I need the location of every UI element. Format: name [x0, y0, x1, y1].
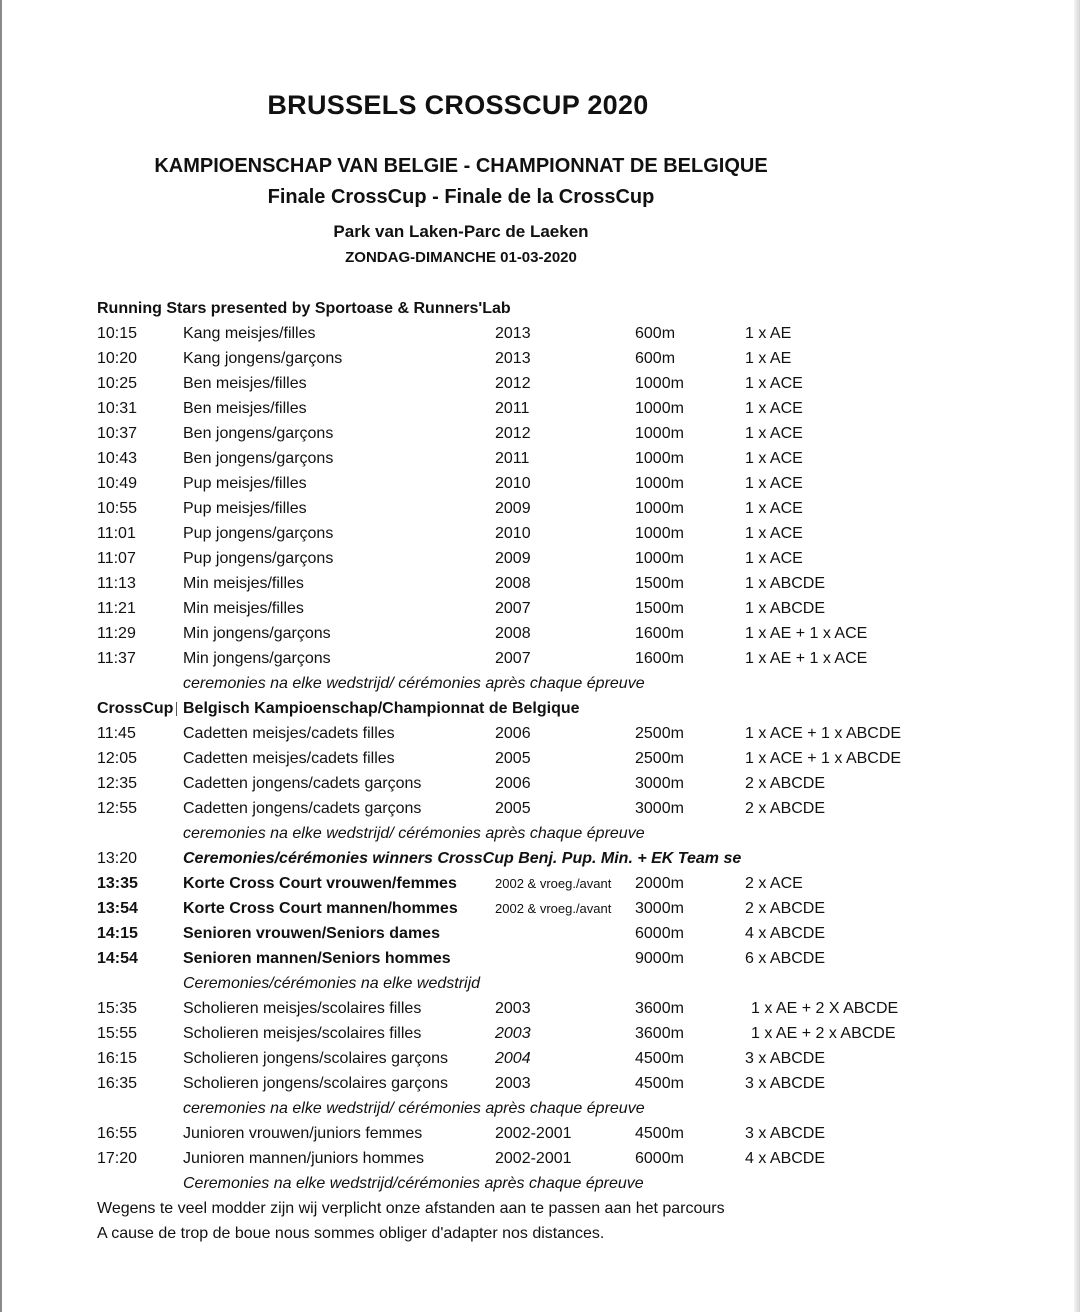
race-time: 16:35: [97, 1075, 138, 1092]
race-category: Ben jongens/garçons: [183, 425, 334, 442]
schedule-row: [0, 1146, 1080, 1171]
birth-year: 2008: [495, 625, 531, 642]
race-category: Min meisjes/filles: [183, 600, 304, 617]
schedule-row: [0, 621, 1080, 646]
schedule-row: [0, 546, 1080, 571]
race-category: Kang jongens/garçons: [183, 350, 343, 367]
race-category: Kang meisjes/filles: [183, 325, 316, 342]
birth-year: 2006: [495, 775, 531, 792]
championship-subtitle: KAMPIOENSCHAP VAN BELGIE - CHAMPIONNAT DE BELGIQUE: [154, 155, 768, 177]
birth-year: 2011: [495, 400, 530, 417]
birth-year: 2009: [495, 550, 531, 567]
schedule-row: [0, 471, 1080, 496]
schedule-row: [0, 746, 1080, 771]
birth-year: 2013: [495, 325, 531, 342]
race-series: 1 x ACE: [745, 400, 803, 417]
race-series: 2 x ABCDE: [745, 800, 826, 817]
race-series: 4 x ABCDE: [745, 925, 826, 942]
race-time: 10:25: [97, 375, 138, 392]
schedule-row: [0, 596, 1080, 621]
schedule-row: [0, 346, 1080, 371]
birth-year: 2008: [495, 575, 531, 592]
race-distance: 1000m: [635, 550, 684, 567]
race-series: 1 x ACE: [745, 425, 803, 442]
race-series: 4 x ABCDE: [745, 1150, 826, 1167]
schedule-row: [0, 1121, 1080, 1146]
birth-year: 2005: [495, 750, 531, 767]
birth-year: 2002-2001: [495, 1150, 572, 1167]
ceremony-note: ceremonies na elke wedstrijd/ cérémonies après chaque épreuve: [183, 675, 645, 692]
race-series: 1 x ACE: [745, 525, 803, 542]
race-distance: 1000m: [635, 400, 684, 417]
schedule-row: [0, 1046, 1080, 1071]
race-distance: 3000m: [635, 775, 684, 792]
ceremony-note: Ceremonies na elke wedstrijd/cérémonies après chaque épreuve: [183, 1175, 644, 1192]
ceremony-row: [0, 1096, 1080, 1121]
race-category: Cadetten jongens/cadets garçons: [183, 775, 422, 792]
section1-rows: [0, 321, 1080, 671]
schedule-row: [0, 721, 1080, 746]
race-series: 2 x ABCDE: [745, 775, 826, 792]
race-time: 12:05: [97, 750, 138, 767]
race-time: 10:37: [97, 425, 138, 442]
ceremony-row: [0, 821, 1080, 846]
section-heading: [0, 296, 1080, 321]
schedule-row: [0, 371, 1080, 396]
race-distance: 2000m: [635, 875, 684, 892]
ceremony-note: ceremonies na elke wedstrijd/ cérémonies après chaque épreuve: [183, 1100, 645, 1117]
schedule-row: [0, 946, 1080, 971]
race-series: 1 x AE + 1 x ACE: [745, 650, 868, 667]
race-category: Min jongens/garçons: [183, 625, 331, 642]
race-time: 11:13: [97, 575, 136, 592]
race-category: Cadetten meisjes/cadets filles: [183, 725, 395, 742]
race-distance: 600m: [635, 325, 676, 342]
birth-year: 2007: [495, 650, 531, 667]
race-time: 11:07: [97, 550, 136, 567]
race-distance: 1600m: [635, 625, 684, 642]
note-row: [0, 1221, 1080, 1246]
race-time: 16:55: [97, 1125, 138, 1142]
race-series: 1 x ACE: [745, 475, 803, 492]
schedule-row: [0, 1071, 1080, 1096]
race-distance: 1000m: [635, 425, 684, 442]
race-series: 1 x AE + 2 x ABCDE: [751, 1025, 896, 1042]
race-distance: 1000m: [635, 500, 684, 517]
race-series: 3 x ABCDE: [745, 1075, 826, 1092]
race-series: 3 x ABCDE: [745, 1050, 826, 1067]
race-category: Pup jongens/garçons: [183, 550, 334, 567]
race-distance: 1500m: [635, 575, 684, 592]
race-time: 15:55: [97, 1025, 138, 1042]
schedule-row: [0, 396, 1080, 421]
race-series: 1 x ACE + 1 x ABCDE: [745, 725, 902, 742]
race-series: 1 x ABCDE: [745, 600, 826, 617]
event-date: ZONDAG-DIMANCHE 01-03-2020: [345, 249, 577, 266]
race-series: 2 x ABCDE: [745, 900, 826, 917]
race-category: Scholieren meisjes/scolaires filles: [183, 1000, 422, 1017]
race-category: Senioren mannen/Seniors hommes: [183, 950, 451, 967]
schedule-row: [0, 571, 1080, 596]
race-category: Scholieren meisjes/scolaires filles: [183, 1025, 422, 1042]
race-time: 10:49: [97, 475, 138, 492]
race-category: Pup jongens/garçons: [183, 525, 334, 542]
race-series: 1 x AE: [745, 325, 792, 342]
race-time: 17:20: [97, 1150, 138, 1167]
schedule-row: [0, 996, 1080, 1021]
schedule-row: [0, 921, 1080, 946]
race-series: 6 x ABCDE: [745, 950, 826, 967]
schedule-row: [0, 871, 1080, 896]
race-time: 15:35: [97, 1000, 138, 1017]
birth-year: 2012: [495, 375, 531, 392]
race-distance: 1000m: [635, 475, 684, 492]
race-category: Korte Cross Court vrouwen/femmes: [183, 875, 457, 892]
winners-ceremony: Ceremonies/cérémonies winners CrossCup Benj. Pup. Min. + EK Team se: [183, 850, 742, 867]
race-series: 1 x ABCDE: [745, 575, 826, 592]
race-time: 10:31: [97, 400, 138, 417]
note-row: [0, 1196, 1080, 1221]
race-category: Cadetten jongens/cadets garçons: [183, 800, 422, 817]
birth-year: 2002-2001: [495, 1125, 572, 1142]
page-title: BRUSSELS CROSSCUP 2020: [267, 90, 649, 120]
race-distance: 1000m: [635, 450, 684, 467]
schedule: [0, 296, 1080, 1246]
race-distance: 6000m: [635, 1150, 684, 1167]
race-distance: 2500m: [635, 750, 684, 767]
race-distance: 1500m: [635, 600, 684, 617]
birth-year: 2002 & vroeg./avant: [495, 876, 612, 891]
race-time: 11:01: [97, 525, 136, 542]
race-category: Senioren vrouwen/Seniors dames: [183, 925, 440, 942]
race-category: Junioren vrouwen/juniors femmes: [183, 1125, 423, 1142]
race-series: 1 x ACE: [745, 500, 803, 517]
race-distance: 1000m: [635, 525, 684, 542]
race-time: 13:35: [97, 875, 138, 892]
race-time: 10:15: [97, 325, 138, 342]
race-time: 12:35: [97, 775, 138, 792]
race-category: Pup meisjes/filles: [183, 475, 307, 492]
birth-year: 2004: [495, 1050, 531, 1067]
race-time: 12:55: [97, 800, 138, 817]
schedule-row: [0, 496, 1080, 521]
race-distance: 3600m: [635, 1000, 684, 1017]
race-distance: 1000m: [635, 375, 684, 392]
birth-year: 2003: [495, 1000, 531, 1017]
final-subtitle: Finale CrossCup - Finale de la CrossCup: [267, 186, 655, 208]
race-category: Cadetten meisjes/cadets filles: [183, 750, 395, 767]
race-series: 1 x ACE: [745, 375, 803, 392]
birth-year: 2003: [495, 1025, 531, 1042]
birth-year: 2007: [495, 600, 531, 617]
schedule-row: [0, 421, 1080, 446]
mud-note-french: A cause de trop de boue nous sommes obliger d'adapter nos distances.: [97, 1225, 605, 1242]
race-category: Min meisjes/filles: [183, 575, 304, 592]
schedule-row: [0, 521, 1080, 546]
race-category: Pup meisjes/filles: [183, 500, 307, 517]
championship-heading: Belgisch Kampioenschap/Championnat de Belgique: [183, 700, 580, 717]
birth-year: 2010: [495, 475, 531, 492]
race-distance: 600m: [635, 350, 676, 367]
race-time: 11:21: [97, 600, 136, 617]
ceremony-row: [0, 971, 1080, 996]
race-category: Ben jongens/garçons: [183, 450, 334, 467]
schedule-row: [0, 771, 1080, 796]
birth-year: 2012: [495, 425, 531, 442]
birth-year: 2003: [495, 1075, 531, 1092]
race-time: 10:20: [97, 350, 138, 367]
race-distance: 2500m: [635, 725, 684, 742]
crosscup-label: CrossCup: [97, 700, 174, 717]
race-series: 1 x AE + 2 X ABCDE: [751, 1000, 899, 1017]
race-series: 1 x ACE + 1 x ABCDE: [745, 750, 902, 767]
race-category: Ben meisjes/filles: [183, 400, 307, 417]
race-distance: 4500m: [635, 1125, 684, 1142]
race-distance: 4500m: [635, 1075, 684, 1092]
schedule-row: [0, 646, 1080, 671]
birth-year: 2006: [495, 725, 531, 742]
birth-year: 2010: [495, 525, 531, 542]
ceremony-note: Ceremonies/cérémonies na elke wedstrijd: [183, 975, 481, 992]
race-series: 1 x AE: [745, 350, 792, 367]
race-distance: 3000m: [635, 800, 684, 817]
race-time: 14:54: [97, 950, 138, 967]
birth-year: 2005: [495, 800, 531, 817]
race-time: 11:37: [97, 650, 136, 667]
race-time: 10:43: [97, 450, 138, 467]
race-distance: 6000m: [635, 925, 684, 942]
race-distance: 3000m: [635, 900, 684, 917]
race-category: Junioren mannen/juniors hommes: [183, 1150, 425, 1167]
race-time: 11:29: [97, 625, 136, 642]
schedule-row: [0, 896, 1080, 921]
race-time: 13:20: [97, 850, 138, 867]
race-time: 10:55: [97, 500, 138, 517]
running-stars-heading: Running Stars presented by Sportoase & Runners'Lab: [97, 300, 511, 317]
section-heading: [0, 696, 1080, 721]
race-series: 1 x AE + 1 x ACE: [745, 625, 868, 642]
birth-year: 2002 & vroeg./avant: [495, 901, 612, 916]
race-category: Ben meisjes/filles: [183, 375, 307, 392]
schedule-row: [0, 446, 1080, 471]
schedule-row: [0, 321, 1080, 346]
birth-year: 2011: [495, 450, 530, 467]
birth-year: 2009: [495, 500, 531, 517]
ceremony-row: [0, 1171, 1080, 1196]
birth-year: 2013: [495, 350, 531, 367]
race-category: Scholieren jongens/scolaires garçons: [183, 1050, 449, 1067]
race-series: 2 x ACE: [745, 875, 803, 892]
race-distance: 1600m: [635, 650, 684, 667]
race-series: 1 x ACE: [745, 550, 803, 567]
race-distance: 4500m: [635, 1050, 684, 1067]
schedule-row: [0, 1021, 1080, 1046]
race-category: Min jongens/garçons: [183, 650, 331, 667]
mud-note-dutch: Wegens te veel modder zijn wij verplicht onze afstanden aan te passen aan het parcours: [97, 1200, 725, 1217]
race-category: Scholieren jongens/scolaires garçons: [183, 1075, 449, 1092]
schedule-row: [0, 796, 1080, 821]
race-time: 14:15: [97, 925, 138, 942]
race-series: 1 x ACE: [745, 450, 803, 467]
race-time: 11:45: [97, 725, 136, 742]
race-time: 13:54: [97, 900, 138, 917]
ceremony-row: [0, 671, 1080, 696]
schedule-row: [0, 846, 1080, 871]
race-series: 3 x ABCDE: [745, 1125, 826, 1142]
race-distance: 3600m: [635, 1025, 684, 1042]
venue: Park van Laken-Parc de Laeken: [333, 222, 589, 241]
race-category: Korte Cross Court mannen/hommes: [183, 900, 458, 917]
column-divider: [176, 702, 177, 716]
race-distance: 9000m: [635, 950, 684, 967]
ceremony-note: ceremonies na elke wedstrijd/ cérémonies après chaque épreuve: [183, 825, 645, 842]
race-time: 16:15: [97, 1050, 138, 1067]
